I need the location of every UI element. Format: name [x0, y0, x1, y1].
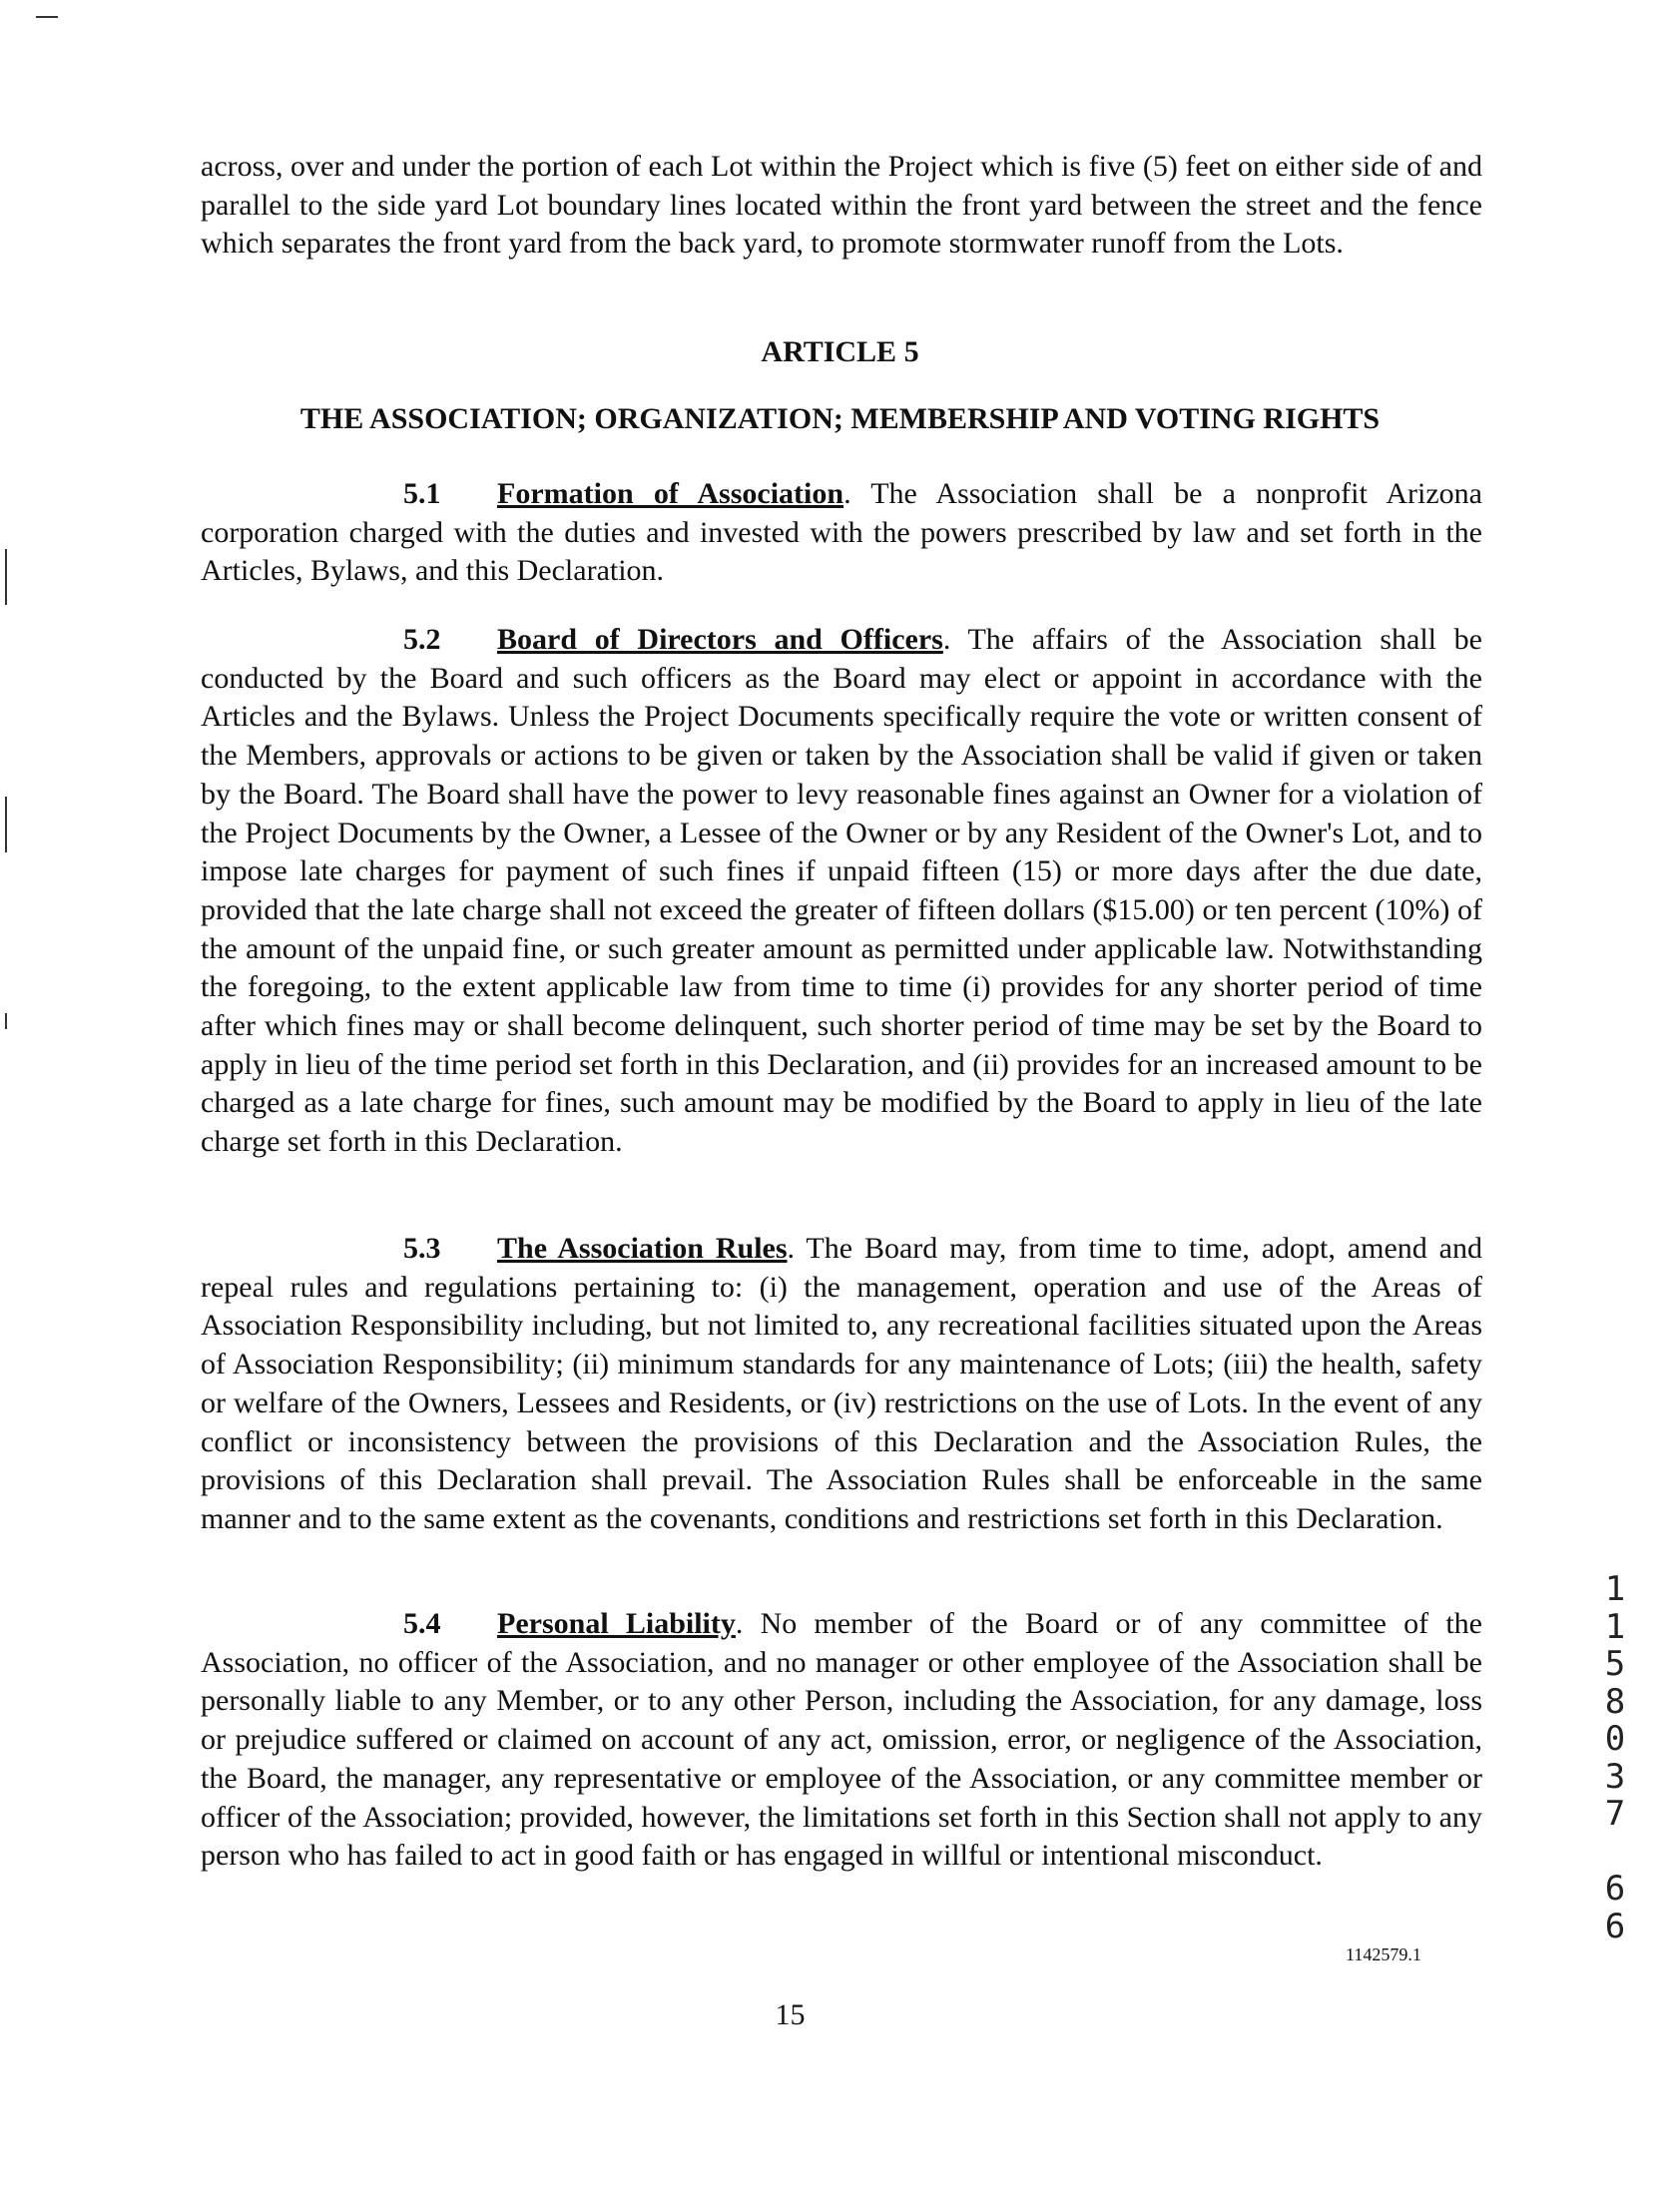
section-title: Formation of Association — [497, 477, 844, 510]
scan-artifact — [36, 16, 58, 18]
scan-artifact — [5, 797, 7, 852]
section-title: Personal Liability — [497, 1607, 736, 1640]
section-body: . The Board may, from time to time, adopt, amend and repeal rules and regulations pertaining to: (i) the management, operation and use of the Areas of Association Responsibility including, but not limited to, any recreational facilities situated upon the Areas of Association Responsibility; (ii) minimum standards for any maintenance of Lots; (iii) the health, safety or welfare of the Owners, Lessees and Residents, or (iv) restrictions on the use of Lots. In the event of any conflict or inconsistency between the provisions of this Declaration and the Association Rules, the provisions of this Declaration shall prevail. The Association Rules shall be enforceable in the same manner and to the same extent as the covenants, conditions and restrictions set forth in this Declaration. — [201, 1232, 1482, 1535]
scan-artifact — [5, 1013, 7, 1029]
section-5-2 — [201, 621, 1482, 1162]
section-number: 5.4 — [403, 1607, 441, 1640]
section-5-4 — [201, 1605, 1482, 1876]
section-body: . No member of the Board or of any committee of the Association, no officer of the Association, and no manager or other employee of the Association shall be personally liable to any Member, or to any other Person, including the Association, for any damage, loss or prejudice suffered or claimed on account of any act, omission, error, or negligence of the Association, the Board, the manager, any representative or employee of the Association, or any committee member or officer of the Association; provided, however, the limitations set forth in this Section shall not apply to any person who has failed to act in good faith or has engaged in willful or intentional misconduct. — [201, 1607, 1482, 1873]
section-5-1 — [201, 475, 1482, 591]
intro-paragraph: across, over and under the portion of each Lot within the Project which is five (5) feet on either side of and parallel to the side yard Lot boundary lines located within the front yard between the street and the fence which separates the front yard from the back yard, to promote stormwater runoff from the Lots. — [201, 150, 1482, 261]
margin-recording-stamp: 1 1 5 8 0 3 7 6 6 — [1604, 1569, 1626, 1946]
section-body: . The Association shall be a nonprofit Arizona corporation charged with the duties and invested with the powers prescribed by law and set forth in the Articles, Bylaws, and this Declaration. — [201, 477, 1482, 588]
section-5-3 — [201, 1230, 1482, 1539]
article-number: ARTICLE 5 — [761, 335, 919, 368]
document-number: 1142579.1 — [1346, 1944, 1421, 1964]
section-number: 5.1 — [403, 477, 441, 510]
section-body: . The affairs of the Association shall be conducted by the Board and such officers as the Board may elect or appoint in accordance with the Articles and the Bylaws. Unless the Project Documents specifically require the vote or written consent of the Members, approvals or actions to be given or taken by the Association shall be valid if given or taken by the Board. The Board shall have the power to levy reasonable fines against an Owner for a violation of the Project Documents by the Owner, a Lessee of the Owner or by any Resident of the Owner's Lot, and to impose late charges for payment of such fines if unpaid fifteen (15) or more days after the due date, provided that the late charge shall not exceed the greater of fifteen dollars ($15.00) or ten percent (10%) of the amount of the unpaid fine, or such greater amount as permitted under applicable law. Notwithstanding the foregoing, to the extent applicable law from time to time (i) provides for any shorter period of time after which fines may or shall become delinquent, such shorter period of time may be set by the Board to apply in lieu of the time period set forth in this Declaration, and (ii) provides for an increased amount to be charged as a late charge for fines, such amount may be modified by the Board to apply in lieu of the late charge set forth in this Declaration. — [201, 623, 1482, 1159]
section-number: 5.3 — [403, 1232, 441, 1265]
section-title: The Association Rules — [497, 1232, 788, 1265]
page-number: 15 — [775, 1998, 806, 2031]
article-title: THE ASSOCIATION; ORGANIZATION; MEMBERSHIP AND VOTING RIGHTS — [299, 402, 1381, 435]
section-number: 5.2 — [403, 623, 441, 656]
scan-artifact — [5, 549, 7, 605]
section-title: Board of Directors and Officers — [497, 623, 943, 656]
